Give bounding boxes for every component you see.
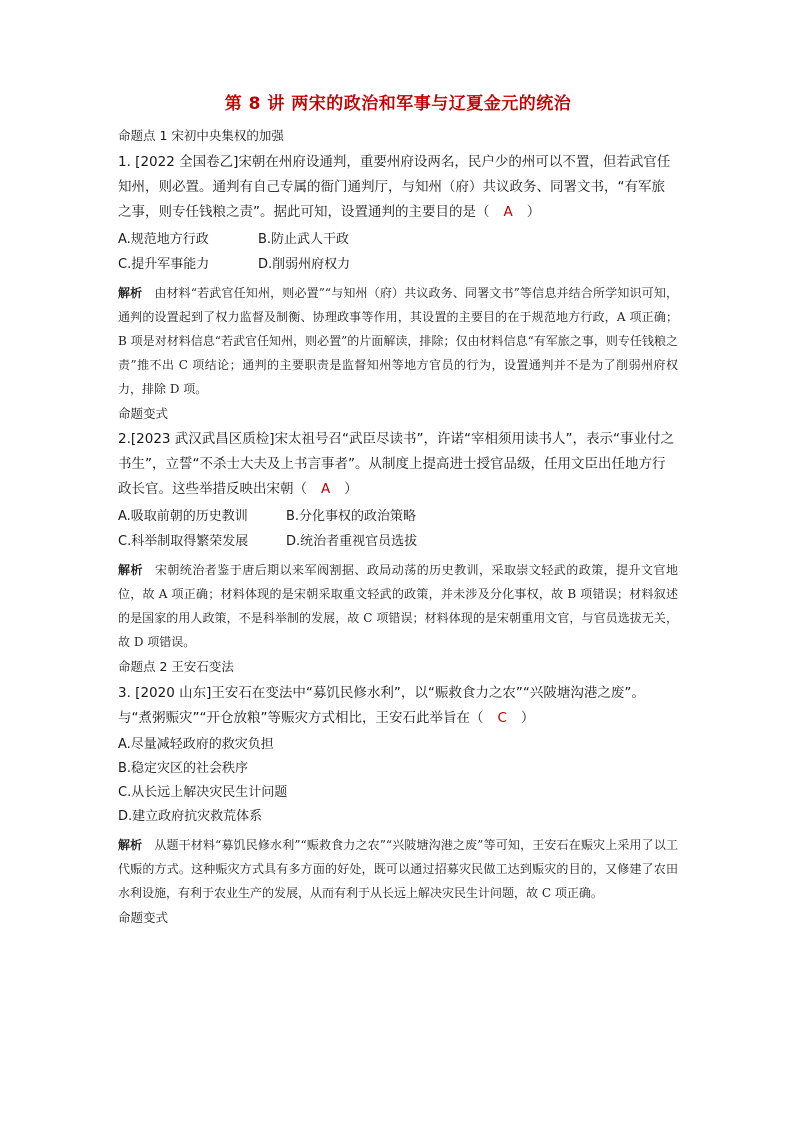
question-1-stem <box>118 150 678 225</box>
option-c: C.提升军事能力 <box>118 257 210 272</box>
question-1-options <box>118 227 678 277</box>
question-1-close: ） <box>526 204 541 220</box>
option-d: D.统治者重视官员选拔 <box>286 534 418 549</box>
analysis-label: 解析 <box>118 563 143 577</box>
question-2-close: ） <box>344 481 358 497</box>
option-d: D.削弱州府权力 <box>258 257 351 272</box>
variant-heading-2: 命题变式 <box>118 910 169 925</box>
option-d: D.建立政府抗灾救荒体系 <box>118 809 263 824</box>
question-3-analysis <box>118 833 678 905</box>
question-1 <box>118 150 678 401</box>
section-heading-1: 命题点 1 宋初中央集权的加强 <box>118 128 284 143</box>
question-3-answer: C <box>497 710 507 726</box>
option-a: A.规范地方行政 <box>118 232 209 247</box>
option-b: B.分化事权的政治策略 <box>286 509 417 524</box>
question-3-close: ） <box>520 710 535 726</box>
option-c: C.从长远上解决灾民生计问题 <box>118 785 288 800</box>
option-b: B.防止武人干政 <box>258 232 350 247</box>
option-c: C.科举制取得繁荣发展 <box>118 534 249 549</box>
question-3 <box>118 681 678 905</box>
option-a: A.吸取前朝的历史教训 <box>118 509 248 524</box>
section-heading-2: 命题点 2 王安石变法 <box>118 659 234 674</box>
variant-heading-1: 命题变式 <box>118 406 169 421</box>
question-2-stem <box>118 427 678 502</box>
option-b: B.稳定灾区的社会秩序 <box>118 761 249 776</box>
question-3-options <box>118 733 678 829</box>
question-2-answer: A <box>321 481 331 497</box>
question-2 <box>118 427 678 654</box>
analysis-text: 从题干材料“募饥民修水利”“赈救食力之农”“兴陂塘沟港之废”等可知，王安石在赈灾上采用了以工代赈的方式。这种赈灾方式具有多方面的好处，既可以通过招募灾民做工达到赈灾的目的，又修建了农田水利设施，有利于农业生产的发展，从而有利于从长远上解决灾民生计问题，故 C 项正确。 <box>118 838 678 900</box>
question-1-text: 1. [2022 全国卷乙]宋朝在州府设通判，重要州府设两名，民户少的州可以不置，但若武官任知州，则必置。通判有自己专属的衙门通判厅，与知州（府）共议政务、同署文书，“有军旅之事，则专任钱粮之责”。据此可知，设置通判的主要目的是（ <box>118 154 671 220</box>
question-2-analysis <box>118 558 678 654</box>
analysis-text: 由材料“若武官任知州，则必置”“与知州（府）共议政务、同署文书”等信息并结合所学知识可知，通判的设置起到了权力监督及制衡、协理政事等作用，其设置的主要目的在于规范地方行政，A 项正确；B 项是对材料信息“若武官任知州，则必置”的片面解读，排除；仅由材料信息“有军旅之事，则专任钱粮之责”推不出 C 项结论；通判的主要职责是监督知州等地方官员的行为，设置通判并不是为了削弱州府权力，排除 D 项。 <box>118 286 678 396</box>
analysis-label: 解析 <box>118 286 143 300</box>
question-1-answer: A <box>503 204 513 220</box>
question-3-stem <box>118 681 678 731</box>
question-2-text: 2.[2023 武汉武昌区质检]宋太祖号召“武臣尽读书”，许诺“宰相须用读书人”，表示“事业付之书生”，立誓“不杀士大夫及上书言事者”。从制度上提高进士授官品级，任用文臣出任地方行政长官。这些举措反映出宋朝（ <box>118 431 675 497</box>
analysis-text: 宋朝统治者鉴于唐后期以来军阀割据、政局动荡的历史教训，采取崇文轻武的政策，提升文官地位，故 A 项正确；材料体现的是宋朝采取重文轻武的政策，并未涉及分化事权，故 B 项错误；材料叙述的是国家的用人政策，不是科举制的发展，故 C 项错误；材料体现的是宋朝重用文官，与官员选拔无关，故 D 项错误。 <box>118 563 678 649</box>
question-1-analysis <box>118 281 678 401</box>
document-page <box>118 92 678 931</box>
page-title: 第 8 讲 两宋的政治和军事与辽夏金元的统治 <box>224 94 572 114</box>
analysis-label: 解析 <box>118 838 143 852</box>
question-3-text: 3. [2020 山东]王安石在变法中“募饥民修水利”，以“赈救食力之农”“兴陂塘沟港之废”。与“煮粥赈灾”“开仓放粮”等赈灾方式相比，王安石此举旨在（ <box>118 685 645 726</box>
question-2-options <box>118 504 678 554</box>
option-a: A.尽量减轻政府的救灾负担 <box>118 737 274 752</box>
